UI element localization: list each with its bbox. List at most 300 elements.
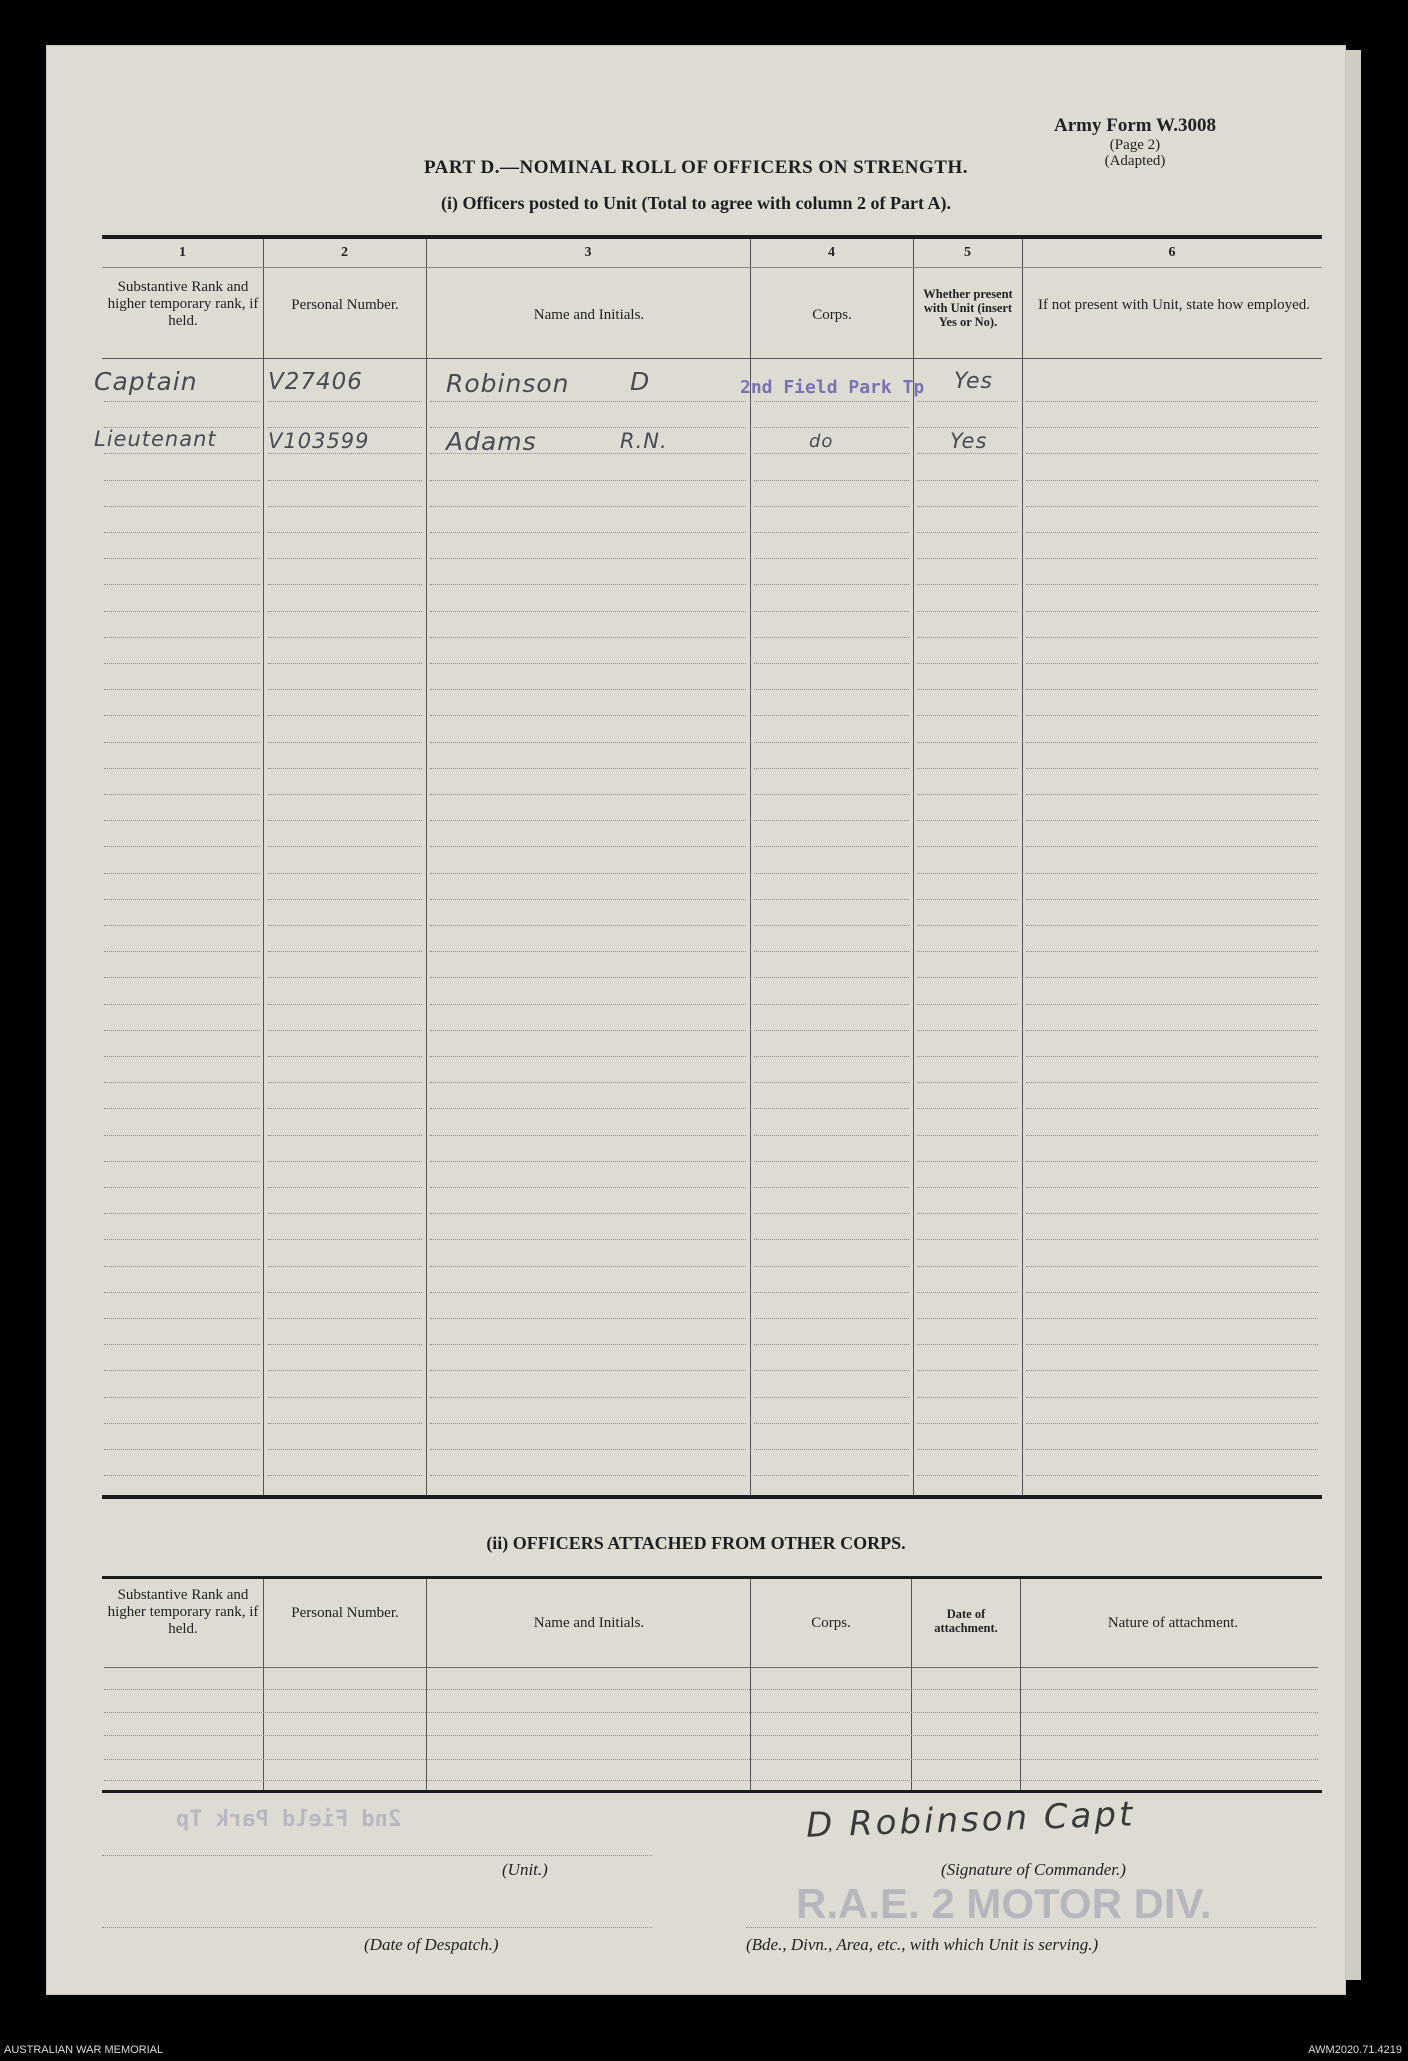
number-row-rule bbox=[102, 267, 1322, 268]
ruled-line bbox=[268, 794, 422, 795]
ruled-line bbox=[104, 1318, 260, 1319]
ruled-line bbox=[268, 1187, 422, 1188]
ruled-line bbox=[917, 1187, 1018, 1188]
ruled-line bbox=[268, 1475, 422, 1476]
ruled-line bbox=[1026, 715, 1318, 716]
row1-surname: Robinson bbox=[446, 369, 570, 398]
ruled-line bbox=[104, 1397, 260, 1398]
ruled-line bbox=[104, 689, 260, 690]
ruled-line bbox=[104, 925, 260, 926]
form-page bbox=[46, 45, 1346, 1995]
ruled-line bbox=[430, 1239, 746, 1240]
ruled-line bbox=[268, 846, 422, 847]
ruled-line bbox=[268, 1108, 422, 1109]
ruled-line bbox=[754, 427, 909, 428]
ruled-line bbox=[1026, 820, 1318, 821]
ruled-line bbox=[430, 1449, 746, 1450]
ruled-line bbox=[268, 1423, 422, 1424]
ruled-line bbox=[1026, 794, 1318, 795]
ruled-line bbox=[104, 453, 260, 454]
ruled-line bbox=[268, 1397, 422, 1398]
ruled-line bbox=[104, 1667, 1318, 1668]
ruled-line bbox=[917, 1370, 1018, 1371]
ruled-line bbox=[917, 506, 1018, 507]
part-d-title: PART D.—NOMINAL ROLL OF OFFICERS ON STRENGTH. bbox=[423, 157, 969, 178]
ruled-line bbox=[268, 742, 422, 743]
ruled-line bbox=[754, 584, 909, 585]
ruled-line bbox=[268, 663, 422, 664]
ruled-line bbox=[268, 1056, 422, 1057]
column-number: 2 bbox=[341, 245, 348, 260]
ruled-line bbox=[917, 1213, 1018, 1214]
ruled-line bbox=[754, 532, 909, 533]
ruled-line bbox=[430, 1161, 746, 1162]
unit-line bbox=[102, 1855, 652, 1856]
ruled-line bbox=[104, 1712, 1318, 1713]
column-divider bbox=[263, 239, 264, 1495]
ruled-line bbox=[268, 453, 422, 454]
ruled-line bbox=[104, 1423, 260, 1424]
ruled-line bbox=[754, 1030, 909, 1031]
row2-number: V103599 bbox=[268, 429, 370, 453]
ii-header-nature: Nature of attachment. bbox=[1107, 1615, 1239, 1631]
ruled-line bbox=[754, 768, 909, 769]
ruled-line bbox=[1026, 506, 1318, 507]
ruled-line bbox=[917, 899, 1018, 900]
table-bottom-rule bbox=[102, 1495, 1322, 1499]
ruled-line bbox=[1026, 1475, 1318, 1476]
ruled-line bbox=[917, 401, 1018, 402]
ruled-line bbox=[104, 532, 260, 533]
row2-initials: R.N. bbox=[620, 429, 668, 453]
ruled-line bbox=[268, 1135, 422, 1136]
ruled-line bbox=[917, 611, 1018, 612]
ruled-line bbox=[430, 873, 746, 874]
ruled-line bbox=[917, 1475, 1018, 1476]
ruled-line bbox=[104, 1082, 260, 1083]
ruled-line bbox=[104, 1056, 260, 1057]
ruled-line bbox=[754, 453, 909, 454]
signature-label: (Signature of Commander.) bbox=[941, 1860, 1126, 1879]
ruled-line bbox=[917, 1161, 1018, 1162]
ruled-line bbox=[754, 742, 909, 743]
form-page-number: (Page 2) bbox=[1109, 137, 1161, 153]
part-ii-bottom-rule bbox=[102, 1790, 1322, 1793]
ruled-line bbox=[917, 742, 1018, 743]
ruled-line bbox=[430, 1318, 746, 1319]
ruled-line bbox=[104, 1475, 260, 1476]
ruled-line bbox=[104, 1108, 260, 1109]
column-number: 1 bbox=[179, 245, 186, 260]
ruled-line bbox=[754, 1082, 909, 1083]
row1-number: V27406 bbox=[268, 369, 363, 395]
ruled-line bbox=[917, 1082, 1018, 1083]
ruled-line bbox=[430, 1030, 746, 1031]
ruled-line bbox=[1026, 873, 1318, 874]
ruled-line bbox=[1026, 951, 1318, 952]
ruled-line bbox=[754, 1449, 909, 1450]
ruled-line bbox=[754, 1397, 909, 1398]
ruled-line bbox=[1026, 1082, 1318, 1083]
ruled-line bbox=[917, 1266, 1018, 1267]
column-number: 6 bbox=[1168, 245, 1176, 260]
ruled-line bbox=[917, 715, 1018, 716]
ruled-line bbox=[754, 480, 909, 481]
ruled-line bbox=[1026, 742, 1318, 743]
ruled-line bbox=[754, 1213, 909, 1214]
column-number: 5 bbox=[964, 245, 971, 260]
ruled-line bbox=[1026, 1213, 1318, 1214]
formation-stamp: R.A.E. 2 MOTOR DIV. bbox=[796, 1880, 1212, 1927]
ruled-line bbox=[104, 820, 260, 821]
ruled-line bbox=[1026, 925, 1318, 926]
ruled-line bbox=[917, 1449, 1018, 1450]
ruled-line bbox=[430, 663, 746, 664]
ruled-line bbox=[104, 1449, 260, 1450]
row2-surname: Adams bbox=[446, 427, 537, 456]
ruled-line bbox=[754, 1187, 909, 1188]
ruled-line bbox=[754, 951, 909, 952]
ruled-line bbox=[1026, 1239, 1318, 1240]
ruled-line bbox=[1026, 977, 1318, 978]
ruled-line bbox=[917, 1423, 1018, 1424]
ruled-line bbox=[104, 899, 260, 900]
ruled-line bbox=[1026, 1397, 1318, 1398]
archive-accession: AWM2020.71.4219 bbox=[1308, 2044, 1402, 2056]
ruled-line bbox=[104, 506, 260, 507]
ruled-line bbox=[268, 427, 422, 428]
ruled-line bbox=[754, 873, 909, 874]
ruled-line bbox=[1026, 1135, 1318, 1136]
ruled-line bbox=[754, 1266, 909, 1267]
ruled-line bbox=[430, 506, 746, 507]
header-rank: Substantive Rank and higher temporary rank, if held. bbox=[107, 279, 259, 329]
ruled-line bbox=[430, 1082, 746, 1083]
ruled-line bbox=[104, 1689, 1318, 1690]
ruled-line bbox=[754, 1108, 909, 1109]
ruled-line bbox=[1026, 1004, 1318, 1005]
ruled-line bbox=[917, 1344, 1018, 1345]
ruled-line bbox=[917, 951, 1018, 952]
ruled-line bbox=[754, 820, 909, 821]
ruled-line bbox=[430, 951, 746, 952]
ruled-line bbox=[268, 873, 422, 874]
ruled-line bbox=[917, 1397, 1018, 1398]
ruled-line bbox=[104, 1030, 260, 1031]
ruled-line bbox=[754, 1239, 909, 1240]
ruled-line bbox=[430, 1266, 746, 1267]
ruled-line bbox=[1026, 1030, 1318, 1031]
ruled-line bbox=[754, 1161, 909, 1162]
ruled-line bbox=[917, 663, 1018, 664]
row2-rank: Lieutenant bbox=[94, 427, 217, 451]
ruled-line bbox=[430, 401, 746, 402]
ruled-line bbox=[754, 899, 909, 900]
part-ii-top-rule bbox=[102, 1576, 1322, 1579]
ruled-line bbox=[1026, 1318, 1318, 1319]
ruled-line bbox=[917, 689, 1018, 690]
header-name: Name and Initials. bbox=[533, 307, 645, 323]
row1-present: Yes bbox=[954, 369, 994, 394]
ruled-line bbox=[104, 1161, 260, 1162]
archive-institution: AUSTRALIAN WAR MEMORIAL bbox=[4, 2044, 164, 2056]
ruled-line bbox=[104, 637, 260, 638]
ruled-line bbox=[754, 794, 909, 795]
ruled-line bbox=[104, 1735, 1318, 1736]
ruled-line bbox=[917, 1239, 1018, 1240]
ruled-line bbox=[104, 794, 260, 795]
ruled-line bbox=[917, 1004, 1018, 1005]
row2-present: Yes bbox=[950, 429, 988, 453]
ruled-line bbox=[754, 663, 909, 664]
ruled-line bbox=[268, 899, 422, 900]
ruled-line bbox=[268, 1082, 422, 1083]
ruled-line bbox=[104, 401, 260, 402]
unit-label: (Unit.) bbox=[502, 1860, 548, 1879]
column-number: 3 bbox=[584, 245, 592, 260]
ruled-line bbox=[1026, 768, 1318, 769]
ruled-line bbox=[430, 558, 746, 559]
ruled-line bbox=[917, 1135, 1018, 1136]
ruled-line bbox=[917, 768, 1018, 769]
ruled-line bbox=[430, 584, 746, 585]
ruled-line bbox=[917, 794, 1018, 795]
ruled-line bbox=[268, 715, 422, 716]
ruled-line bbox=[754, 977, 909, 978]
column-divider bbox=[913, 239, 914, 1495]
ruled-line bbox=[430, 1213, 746, 1214]
ruled-line bbox=[430, 768, 746, 769]
ruled-line bbox=[917, 977, 1018, 978]
ruled-line bbox=[754, 1423, 909, 1424]
ruled-line bbox=[1026, 899, 1318, 900]
ruled-line bbox=[1026, 611, 1318, 612]
ruled-line bbox=[268, 1370, 422, 1371]
ii-header-corps: Corps. bbox=[811, 1615, 851, 1631]
column-divider bbox=[1022, 239, 1023, 1495]
ruled-line bbox=[104, 1292, 260, 1293]
ruled-line bbox=[268, 1213, 422, 1214]
ruled-line bbox=[104, 558, 260, 559]
ruled-line bbox=[754, 1056, 909, 1057]
ruled-line bbox=[1026, 663, 1318, 664]
date-despatch-label: (Date of Despatch.) bbox=[364, 1935, 499, 1954]
header-present: Whether present with Unit (insert Yes or No). bbox=[923, 287, 1013, 329]
header-employed: If not present with Unit, state how employed. bbox=[1037, 297, 1311, 313]
formation-line bbox=[746, 1927, 1316, 1928]
ruled-line bbox=[104, 977, 260, 978]
ruled-line bbox=[268, 1239, 422, 1240]
ruled-line bbox=[1026, 401, 1318, 402]
ruled-line bbox=[917, 453, 1018, 454]
ruled-line bbox=[1026, 1187, 1318, 1188]
ruled-line bbox=[268, 925, 422, 926]
ruled-line bbox=[754, 558, 909, 559]
formation-label: (Bde., Divn., Area, etc., with which Unit is serving.) bbox=[746, 1935, 1099, 1954]
date-line bbox=[102, 1927, 652, 1928]
ruled-line bbox=[430, 1344, 746, 1345]
ruled-line bbox=[268, 558, 422, 559]
ruled-line bbox=[104, 1266, 260, 1267]
ruled-line bbox=[104, 768, 260, 769]
ruled-line bbox=[1026, 584, 1318, 585]
ruled-line bbox=[754, 1318, 909, 1319]
ruled-line bbox=[1026, 1449, 1318, 1450]
ruled-line bbox=[1026, 1108, 1318, 1109]
ruled-line bbox=[268, 820, 422, 821]
ruled-line bbox=[104, 742, 260, 743]
form-name: Army Form W.3008 bbox=[1053, 115, 1216, 136]
ruled-line bbox=[430, 1135, 746, 1136]
ruled-line bbox=[1026, 1292, 1318, 1293]
ruled-line bbox=[430, 480, 746, 481]
ruled-line bbox=[917, 1030, 1018, 1031]
row2-corps: do bbox=[809, 431, 834, 452]
ruled-line bbox=[268, 768, 422, 769]
ruled-line bbox=[268, 977, 422, 978]
ruled-line bbox=[430, 1423, 746, 1424]
ruled-line bbox=[104, 663, 260, 664]
archive-bar bbox=[0, 2041, 1408, 2061]
form-adapted-note: (Adapted) bbox=[1104, 153, 1166, 169]
header-corps: Corps. bbox=[812, 307, 852, 323]
column-divider bbox=[426, 239, 427, 1495]
table-top-rule bbox=[102, 235, 1322, 239]
ii-header-personal-number: Personal Number. bbox=[291, 1605, 399, 1621]
ruled-line bbox=[754, 611, 909, 612]
ruled-line bbox=[430, 715, 746, 716]
ruled-line bbox=[430, 1187, 746, 1188]
ruled-line bbox=[754, 1292, 909, 1293]
ruled-line bbox=[1026, 558, 1318, 559]
ruled-line bbox=[104, 1239, 260, 1240]
ruled-line bbox=[268, 1266, 422, 1267]
ruled-line bbox=[430, 1370, 746, 1371]
ruled-line bbox=[104, 1004, 260, 1005]
row1-rank: Captain bbox=[94, 367, 198, 396]
ruled-line bbox=[104, 1780, 1318, 1781]
ruled-line bbox=[104, 1187, 260, 1188]
ruled-line bbox=[430, 925, 746, 926]
part-ii-title: (ii) OFFICERS ATTACHED FROM OTHER CORPS. bbox=[486, 1533, 906, 1553]
ruled-line bbox=[754, 1475, 909, 1476]
ruled-line bbox=[1026, 1056, 1318, 1057]
ruled-line bbox=[268, 1161, 422, 1162]
ruled-line bbox=[268, 1030, 422, 1031]
ruled-line bbox=[104, 715, 260, 716]
ruled-line bbox=[754, 715, 909, 716]
ii-header-name: Name and Initials. bbox=[533, 1615, 645, 1631]
ruled-line bbox=[104, 1213, 260, 1214]
ruled-line bbox=[430, 1004, 746, 1005]
ruled-line bbox=[917, 584, 1018, 585]
ruled-line bbox=[268, 532, 422, 533]
ruled-line bbox=[268, 1004, 422, 1005]
ruled-line bbox=[917, 532, 1018, 533]
ruled-line bbox=[754, 925, 909, 926]
ruled-line bbox=[430, 1475, 746, 1476]
ruled-line bbox=[1026, 427, 1318, 428]
ruled-line bbox=[1026, 1370, 1318, 1371]
ruled-line bbox=[430, 977, 746, 978]
ruled-line bbox=[268, 401, 422, 402]
ruled-line bbox=[104, 1135, 260, 1136]
ruled-line bbox=[104, 1370, 260, 1371]
ruled-line bbox=[268, 951, 422, 952]
ruled-line bbox=[754, 1370, 909, 1371]
ruled-line bbox=[268, 506, 422, 507]
ruled-line bbox=[917, 1318, 1018, 1319]
ruled-line bbox=[268, 689, 422, 690]
ruled-line bbox=[104, 611, 260, 612]
ruled-line bbox=[917, 558, 1018, 559]
ruled-line bbox=[430, 637, 746, 638]
ruled-line bbox=[268, 1449, 422, 1450]
column-divider bbox=[750, 239, 751, 1495]
ruled-line bbox=[917, 1056, 1018, 1057]
ruled-line bbox=[430, 742, 746, 743]
ii-header-rank: Substantive Rank and higher temporary rank, if held. bbox=[107, 1587, 259, 1637]
ruled-line bbox=[1026, 689, 1318, 690]
ruled-line bbox=[268, 1292, 422, 1293]
commander-signature: D Robinson Capt bbox=[805, 1794, 1136, 1846]
ruled-line bbox=[430, 846, 746, 847]
header-bottom-rule bbox=[102, 358, 1322, 359]
row1-corps-stamp: 2nd Field Park Tp bbox=[740, 377, 925, 398]
ruled-line bbox=[430, 1292, 746, 1293]
ruled-line bbox=[917, 873, 1018, 874]
ruled-line bbox=[1026, 453, 1318, 454]
header-personal-number: Personal Number. bbox=[291, 297, 399, 313]
ruled-line bbox=[1026, 1161, 1318, 1162]
ruled-line bbox=[917, 1292, 1018, 1293]
ii-header-date: Date of attachment. bbox=[934, 1607, 998, 1635]
ruled-line bbox=[917, 846, 1018, 847]
unit-stamp-offset: 2nd Field Park Tp bbox=[176, 1807, 402, 1832]
ruled-line bbox=[754, 637, 909, 638]
ruled-line bbox=[104, 1344, 260, 1345]
ruled-line bbox=[430, 611, 746, 612]
ruled-line bbox=[754, 689, 909, 690]
ruled-line bbox=[430, 1397, 746, 1398]
ruled-line bbox=[917, 480, 1018, 481]
ruled-line bbox=[430, 820, 746, 821]
ruled-line bbox=[917, 637, 1018, 638]
ruled-line bbox=[268, 1344, 422, 1345]
ruled-line bbox=[1026, 1266, 1318, 1267]
ruled-line bbox=[1026, 1344, 1318, 1345]
ruled-line bbox=[754, 1344, 909, 1345]
ruled-line bbox=[104, 873, 260, 874]
ruled-line bbox=[268, 637, 422, 638]
ruled-line bbox=[430, 794, 746, 795]
row1-initials: D bbox=[630, 367, 651, 396]
ruled-line bbox=[268, 584, 422, 585]
ruled-line bbox=[754, 1135, 909, 1136]
ruled-line bbox=[754, 846, 909, 847]
ruled-line bbox=[1026, 532, 1318, 533]
ruled-line bbox=[268, 480, 422, 481]
ruled-line bbox=[104, 951, 260, 952]
ruled-line bbox=[104, 1759, 1318, 1760]
ruled-line bbox=[1026, 480, 1318, 481]
ruled-line bbox=[917, 820, 1018, 821]
ruled-line bbox=[1026, 1423, 1318, 1424]
ruled-line bbox=[754, 506, 909, 507]
ruled-line bbox=[430, 899, 746, 900]
ruled-line bbox=[754, 401, 909, 402]
ruled-line bbox=[104, 584, 260, 585]
